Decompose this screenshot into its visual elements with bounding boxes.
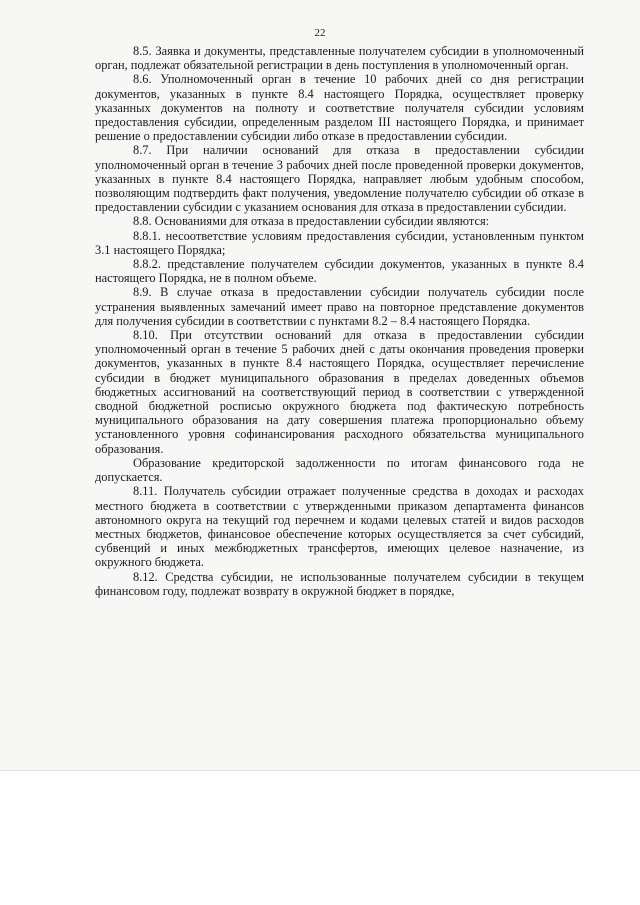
paragraph-8-11: 8.11. Получатель субсидии отражает полученные средства в доходах и расходах местного бюджета в соответствии с утвержденными приказом департамента финансов автономного округа на текущий год перечнем и кодами целевых статей и видов расходов местных бюджетов, финансовое обеспечение которых осуществляется за счет субсидий, субвенций и иных межбюджетных трансфертов, имеющих целевое назначение, из окружного бюджета.: [95, 484, 584, 570]
paragraph-8-10: 8.10. При отсутствии оснований для отказа в предоставлении субсидии уполномоченный орган в течение 5 рабочих дней с даты окончания проведения проверки документов, указанных в пункте 8.4 настоящего Порядка, осуществляет перечисление субсидии в бюджет муниципального образования в пределах доведенных объемов бюджетных ассигнований на соответствующий период в соответствии с утвержденной сводной бюджетной росписью окружного бюджета под фактическую потребность муниципального образования на дату совершения платежа пропорционально объему установленного уровня софинансирования расходного обязательства муниципального образования.: [95, 328, 584, 456]
paragraph-8-12: 8.12. Средства субсидии, не использованные получателем субсидии в текущем финансовом году, подлежат возврату в окружной бюджет в порядке,: [95, 569, 584, 598]
document-body: [95, 44, 584, 598]
paragraph-8-7: 8.7. При наличии оснований для отказа в предоставлении субсидии уполномоченный орган в течение 3 рабочих дней после проведенной проверки документов, указанных в пункте 8.4 настоящего Порядка, направляет любым удобным способом, позволяющим подтвердить факт получения, уведомление получателю субсидии об отказе в предоставлении субсидии с указанием основания для отказа в предоставлении субсидии.: [95, 143, 584, 215]
page-number: 22: [314, 27, 326, 39]
blank-area: [0, 771, 640, 905]
paragraph-8-8-2: 8.8.2. представление получателем субсидии документов, указанных в пункте 8.4 настоящего Порядка, не в полном объеме.: [95, 257, 584, 286]
paragraph-payables-note: Образование кредиторской задолженности по итогам финансового года не допускается.: [95, 455, 584, 485]
paragraph-8-9: 8.9. В случае отказа в предоставлении субсидии получатель субсидии после устранения выявленных замечаний имеет право на повторное представление документов для получения субсидии в соответствии с пунктами 8.2 – 8.4 настоящего Порядка.: [95, 285, 584, 328]
paragraph-8-6: 8.6. Уполномоченный орган в течение 10 рабочих дней со дня регистрации документов, указанных в пункте 8.4 настоящего Порядка, осуществляет проверку указанных документов на полноту и соответствие получателя субсидии условиям предоставления субсидии, определенным разделом III настоящего Порядка, и принимает решение о предоставлении субсидии либо отказе в предоставлении субсидии.: [95, 72, 584, 144]
paragraph-8-8-1: 8.8.1. несоответствие условиям предоставления субсидии, установленным пунктом 3.1 настоящего Порядка;: [95, 228, 584, 257]
paragraph-8-8: 8.8. Основаниями для отказа в предоставлении субсидии являются:: [133, 214, 490, 229]
paragraph-8-5: 8.5. Заявка и документы, представленные получателем субсидии в уполномоченный орган, подлежат обязательной регистрации в день поступления в уполномоченный орган.: [95, 44, 584, 73]
